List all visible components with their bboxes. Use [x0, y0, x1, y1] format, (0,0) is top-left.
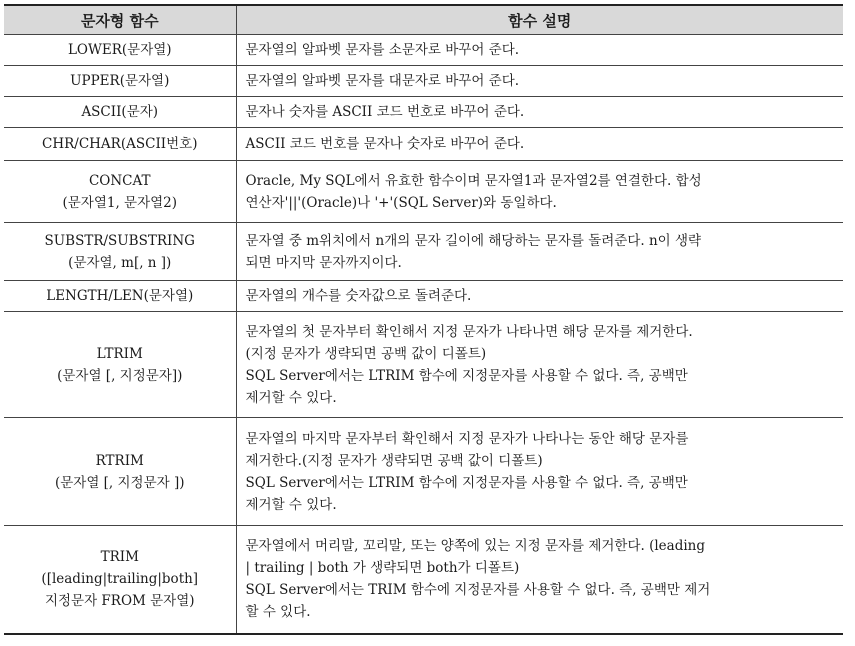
- function-text: UPPER(문자열): [70, 73, 170, 89]
- function-cell: [4, 161, 236, 223]
- description-cell: [236, 281, 843, 312]
- description-cell: [236, 66, 843, 97]
- function-text: (문자열1, 문자열2): [62, 194, 178, 211]
- function-text: ([leading|trailing|both]: [41, 571, 199, 588]
- description-text: 제거한다.(지정 문자가 생략되면 공백 값이 디폴트): [245, 452, 543, 469]
- function-text: LTRIM: [96, 345, 143, 362]
- description-text: ASCII 코드 번호를 문자나 숫자로 바꾸어 준다.: [245, 136, 525, 152]
- table-row: [4, 35, 843, 66]
- function-text: CHR/CHAR(ASCII번호): [42, 136, 198, 152]
- function-text: (문자열 [, 지정문자 ]): [54, 474, 185, 491]
- description-cell: [236, 97, 843, 128]
- description-text: 할 수 있다.: [245, 604, 311, 621]
- function-cell: [4, 418, 236, 526]
- description-text: 문자열의 마지막 문자부터 확인해서 지정 문자가 나타나는 동안 해당 문자를: [245, 430, 689, 447]
- function-text: LENGTH/LEN(문자열): [46, 288, 194, 304]
- table-row: [4, 128, 843, 161]
- table-row: [4, 526, 843, 634]
- function-cell: [4, 281, 236, 312]
- function-text: LOWER(문자열): [67, 42, 172, 58]
- table-row: [4, 418, 843, 526]
- description-cell: [236, 128, 843, 161]
- description-text: (지정 문자가 생략되면 공백 값이 디폴트): [245, 345, 487, 362]
- description-text: | trailing | both 가 생략되면 both가 디폴트): [245, 560, 520, 577]
- function-cell: [4, 526, 236, 634]
- function-cell: [4, 223, 236, 281]
- header-description: 함수 설명: [236, 5, 843, 35]
- function-cell: [4, 312, 236, 418]
- function-text: (문자열 [, 지정문자]): [57, 367, 183, 384]
- description-text: 문자열에서 머리말, 꼬리말, 또는 양쪽에 있는 지정 문자를 제거한다. (leading: [245, 538, 706, 555]
- description-text: SQL Server에서는 LTRIM 함수에 지정문자를 사용할 수 없다. 즉, 공백만: [245, 474, 688, 491]
- description-text: SQL Server에서는 LTRIM 함수에 지정문자를 사용할 수 없다. 즉, 공백만: [245, 367, 688, 384]
- description-text: 문자열 중 m위치에서 n개의 문자 길이에 해당하는 문자를 돌려준다. n이 생략: [245, 232, 702, 249]
- table-row: [4, 161, 843, 223]
- description-text: 문자열의 첫 문자부터 확인해서 지정 문자가 나타나면 해당 문자를 제거한다.: [245, 323, 693, 340]
- function-cell: [4, 128, 236, 161]
- table-row: [4, 281, 843, 312]
- description-cell: [236, 418, 843, 526]
- description-cell: [236, 526, 843, 634]
- function-text: 지정문자 FROM 문자열): [44, 593, 195, 610]
- description-text: Oracle, My SQL에서 유효한 함수이며 문자열1과 문자열2를 연결한다. 합성: [245, 172, 702, 189]
- function-text: SUBSTR/SUBSTRING: [44, 232, 195, 249]
- description-text: 제거할 수 있다.: [245, 389, 337, 406]
- header-function: 문자형 함수: [4, 5, 236, 35]
- description-text: 문자열의 알파벳 문자를 대문자로 바꾸어 준다.: [245, 73, 520, 89]
- description-cell: [236, 312, 843, 418]
- table-row: [4, 97, 843, 128]
- table-row: [4, 66, 843, 97]
- function-cell: [4, 97, 236, 128]
- description-text: 연산자'||'(Oracle)나 '+'(SQL Server)와 동일하다.: [245, 194, 557, 211]
- function-text: ASCII(문자): [81, 104, 159, 120]
- table-header-row: [4, 5, 843, 35]
- description-text: 문자열의 알파벳 문자를 소문자로 바꾸어 준다.: [245, 42, 520, 58]
- description-text: 되면 마지막 문자까지이다.: [245, 254, 402, 271]
- description-text: 문자나 숫자를 ASCII 코드 번호로 바꾸어 준다.: [245, 104, 525, 120]
- function-text: TRIM: [100, 549, 139, 566]
- function-text: RTRIM: [95, 452, 144, 469]
- description-text: SQL Server에서는 TRIM 함수에 지정문자를 사용할 수 없다. 즉, 공백만 제거: [245, 582, 711, 599]
- description-cell: [236, 161, 843, 223]
- description-text: 문자열의 개수를 숫자값으로 돌려준다.: [245, 288, 472, 304]
- table-row: [4, 312, 843, 418]
- description-cell: [236, 35, 843, 66]
- table-row: [4, 223, 843, 281]
- function-text: (문자열, m[, n ]): [68, 254, 172, 271]
- description-cell: [236, 223, 843, 281]
- function-text: CONCAT: [88, 172, 151, 189]
- function-cell: [4, 66, 236, 97]
- description-text: 제거할 수 있다.: [245, 496, 337, 513]
- function-cell: [4, 35, 236, 66]
- string-functions-table: [4, 4, 843, 635]
